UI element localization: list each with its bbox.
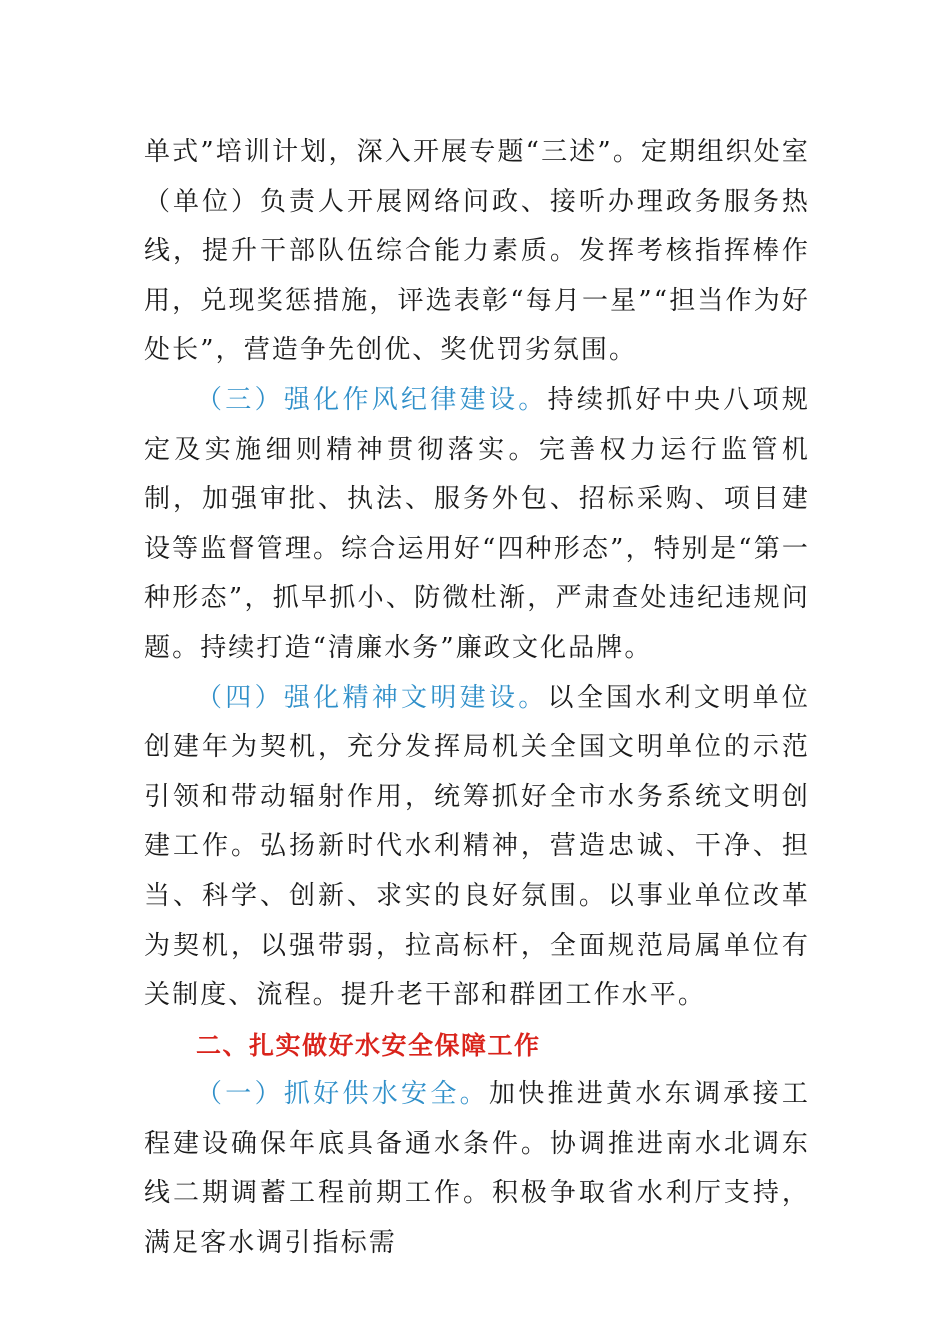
- section-2-1-heading: （一）抓好供水安全。: [196, 1079, 489, 1110]
- chapter-2-heading: 二、扎实做好水安全保障工作: [196, 1030, 541, 1060]
- paragraph-continued: [144, 128, 810, 376]
- paragraph-section-4: [144, 674, 810, 1021]
- section-2-1-body: 加快推进黄水东调承接工程建设确保年底具备通水条件。协调推进南水北调东线二期调蓄工程前期工作。积极争取省水利厅支持，满足客水调引指标需: [144, 1079, 810, 1259]
- paragraph-continued-text: 单式”培训计划，深入开展专题“三述”。定期组织处室（单位）负责人开展网络问政、接听办理政务服务热线，提升干部队伍综合能力素质。发挥考核指挥棒作用，兑现奖惩措施，评选表彰“每月一星”“担当作为好处长”，营造争先创优、奖优罚劣氛围。: [144, 137, 810, 366]
- paragraph-section-3: [144, 376, 810, 674]
- paragraph-section-2-1: [144, 1070, 810, 1268]
- section-4-body: 以全国水利文明单位创建年为契机，充分发挥局机关全国文明单位的示范引领和带动辐射作用，统筹抓好全市水务系统文明创建工作。弘扬新时代水利精神，营造忠诚、干净、担当、科学、创新、求实的良好氛围。以事业单位改革为契机，以强带弱，拉高标杆，全面规范局属单位有关制度、流程。提升老干部和群团工作水平。: [144, 682, 811, 1011]
- section-4-heading: （四）强化精神文明建设。: [196, 682, 548, 713]
- section-3-body: 持续抓好中央八项规定及实施细则精神贯彻落实。完善权力运行监管机制，加强审批、执法、服务外包、招标采购、项目建设等监督管理。综合运用好“四种形态”，特别是“第一种形态”，抓早抓小、防微杜渐，严肃查处违纪违规问题。持续打造“清廉水务”廉政文化品牌。: [144, 384, 811, 663]
- section-3-heading: （三）强化作风纪律建设。: [196, 384, 548, 415]
- document-body: [144, 128, 810, 1269]
